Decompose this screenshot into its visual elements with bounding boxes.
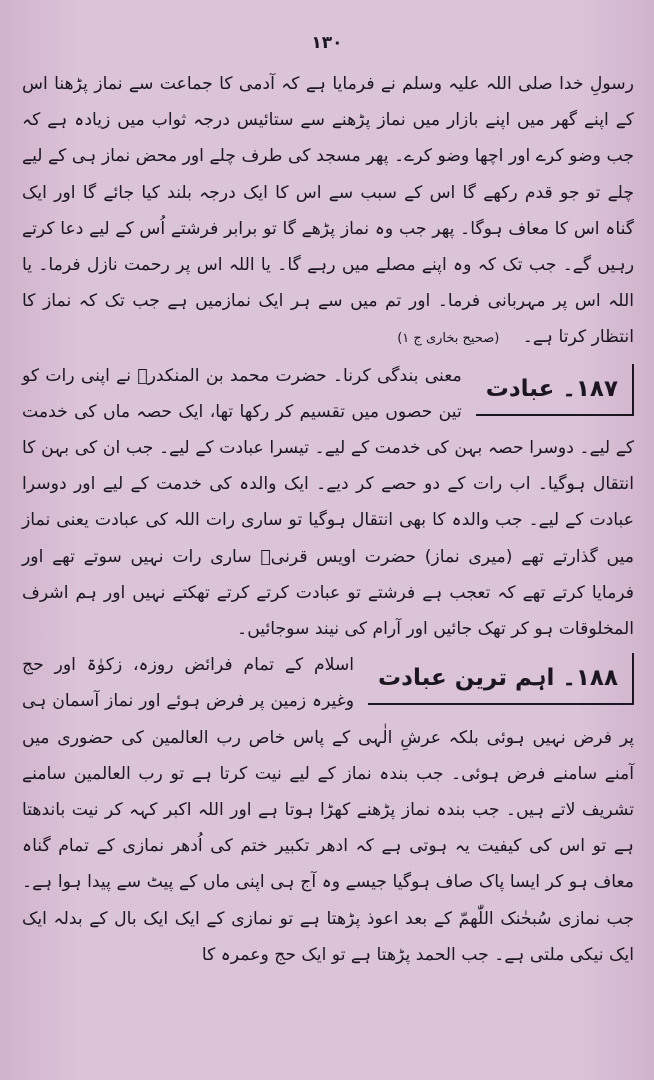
section-heading-ahm-tareen-ibadat: ۱۸۸۔ اہم ترین عبادت [368, 653, 634, 705]
intro-reference: (صحیح بخاری ج ۱) [397, 331, 500, 347]
section-text-ahm-tareen-ibadat: اسلام کے تمام فرائض روزہ، زکوٰۃ اور حج وغیرہ زمین پر فرض ہوئے اور نماز آسمان ہی پر فرض نہیں ہوئی بلکہ عرشِ الٰہی کے پاس خاص رب العالمین کی حضوری میں آمنے سامنے فرض ہوئی۔ جب بندہ نماز کے لیے نیت کرتا ہے تو رب العالمین سامنے تشریف لاتے ہیں۔ جب بندہ نماز پڑھنے کھڑا ہوتا ہے اور اللہ اکبر کہہ کر نیت باندھتا ہے تو اس کی کیفیت یہ ہوتی ہے کہ ادھر تکبیر ختم کی اُدھر نمازی کے تمام گناہ معاف ہو کر ایسا پاک صاف ہوگیا جیسے وہ آج ہی اپنی ماں کے پیٹ سے پیدا ہوا ہے۔ جب نمازی سُبحٰنک اللّٰھمّ کے بعد اعوذ پڑھتا ہے تو نمازی کے ایک ایک بال کے بدلہ ایک ایک نیکی ملتی ہے۔ جب الحمد پڑھتا ہے تو ایک حج وعمرہ کا [22, 655, 634, 965]
section-heading-ibadat: ۱۸۷۔ عبادت [476, 364, 634, 416]
section-text-ibadat: معنی بندگی کرنا۔ حضرت محمد بن المنکدرؒ نے اپنی رات کو تین حصوں میں تقسیم کر رکھا تھا، ایک حصہ ماں کی خدمت کے لیے۔ دوسرا حصہ بہن کی خدمت کے لیے۔ تیسرا عبادت کے لیے۔ جب ان کی بہن کا انتقال ہوگیا۔ اب رات کے دو حصے کر دیے۔ ایک والدہ کی خدمت کے لیے اور دوسرا عبادت کے لیے۔ جب والدہ کا بھی انتقال ہوگیا تو ساری رات اللہ کی عبادت یعنی نماز میں گذارتے تھے (میری نماز) حضرت اویس قرنیؒ ساری رات نہیں سوتے تھے اور فرمایا کرتے تھے کہ تعجب ہے فرشتے تو عبادت کرتے کرتے تھکتے نہیں اور ہم اشرف المخلوقات ہو کر تھک جائیں اور آرام کی نیند سوجائیں۔ [22, 365, 634, 640]
intro-paragraph [22, 66, 634, 358]
intro-text: رسولِ خدا صلی اللہ علیہ وسلم نے فرمایا ہے کہ آدمی کا جماعت سے نماز پڑھنا اس کے اپنے گھر میں اپنے بازار میں نماز پڑھنے سے ستائیس درجہ ثواب میں زیادہ ہے کہ جب وضو کرے اور اچھا وضو کرے۔ پھر مسجد کی طرف چلے اور محض نماز ہی کے لیے چلے تو جو قدم رکھے گا اس کے سبب سے اس کا ایک درجہ بلند کیا جائے گا اور ایک گناہ اس کا معاف ہوگا۔ پھر جب وہ نماز پڑھے گا تو برابر فرشتے اُس کے لیے دعا کرتے رہیں گے۔ جب تک کہ وہ اپنے مصلے میں رہے گا۔ یا اللہ اس پر رحمت نازل فرما۔ یا اللہ اس پر مہربانی فرما۔ اور تم میں سے ہر ایک نمازمیں ہے جب تک کہ نماز کا انتظار کرتا ہے۔ [22, 74, 634, 348]
section-ibadat [22, 358, 634, 648]
page-number: ۱۳۰ [311, 33, 343, 53]
section-ahm-tareen-ibadat [22, 647, 634, 973]
